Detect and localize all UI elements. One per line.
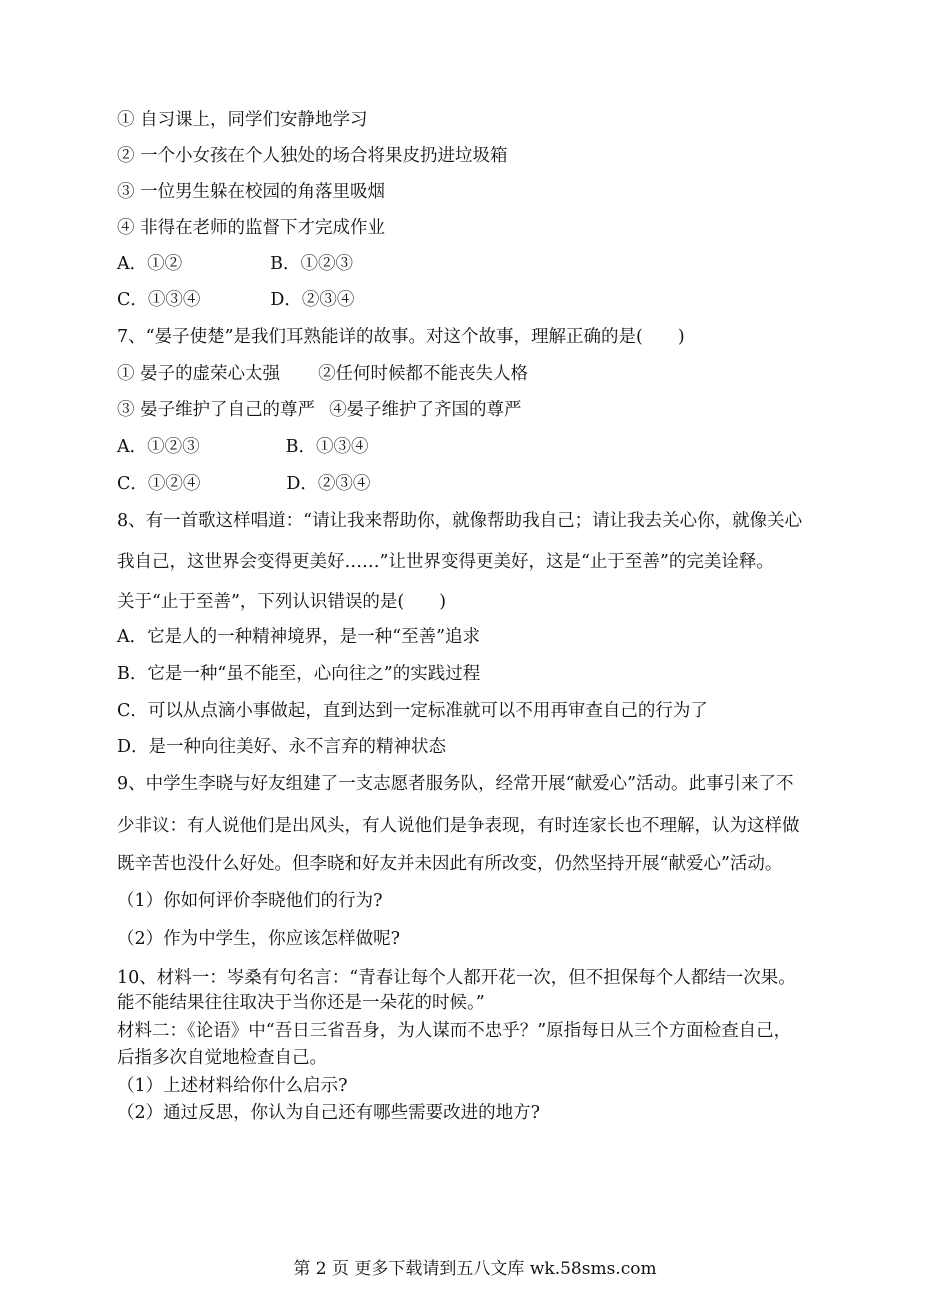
q7-options-row-2	[117, 473, 370, 495]
q7-option-b: B．①③④	[285, 437, 369, 457]
q10-line-2: 能不能结果往往取决于当你还是一朵花的时候。”	[117, 993, 485, 1013]
q8-option-b: B．它是一种“虽不能至，心向往之”的实践过程	[117, 664, 481, 684]
q9-sub-question-2: （2）作为中学生，你应该怎样做呢?	[117, 929, 401, 949]
q9-stem-line-1: 9、中学生李晓与好友组建了一支志愿者服务队，经常开展“献爱心”活动。此事引来了不	[117, 774, 794, 794]
q10-line-4: 后指多次自觉地检查自己。	[117, 1048, 327, 1068]
q7-option-a: A．①②③	[117, 437, 200, 457]
q10-sub-question-1: （1）上述材料给你什么启示?	[117, 1076, 348, 1096]
q8-stem-line-1: 8、有一首歌这样唱道：“请让我来帮助你，就像帮助我自己；请让我去关心你，就像关心	[117, 511, 803, 531]
q6-option-b: B．①②③	[270, 254, 354, 274]
q7-option-c: C．①②④	[117, 474, 201, 494]
q6-item-2: ② 一个小女孩在个人独处的场合将果皮扔进垃圾箱	[117, 146, 508, 166]
q10-line-1: 10、材料一：岑桑有句名言：“青春让每个人都开花一次，但不担保每个人都结一次果。	[117, 968, 796, 988]
q6-option-a: A．①②	[117, 254, 183, 274]
q7-option-d: D．②③④	[286, 474, 371, 494]
q8-stem-line-3: 关于“止于至善”，下列认识错误的是( )	[117, 592, 447, 612]
q10-line-3: 材料二：《论语》中“吾日三省吾身，为人谋而不忠乎？”原指每日从三个方面检查自己，	[117, 1021, 792, 1041]
q7-stem: 7、“晏子使楚”是我们耳熟能详的故事。对这个故事，理解正确的是( )	[117, 327, 685, 347]
q6-option-c: C．①③④	[117, 290, 201, 310]
q6-options-row-1	[117, 253, 353, 275]
q7-item-2: ②任何时候都不能丧失人格	[318, 364, 529, 384]
q7-items-row-1	[117, 363, 528, 385]
q6-item-3: ③ 一位男生躲在校园的角落里吸烟	[117, 182, 386, 202]
q8-option-a: A．它是人的一种精神境界，是一种“至善”追求	[117, 627, 481, 647]
q9-stem-line-3: 既辛苦也没什么好处。但李晓和好友并未因此有所改变，仍然坚持开展“献爱心”活动。	[117, 854, 783, 874]
q6-option-d: D．②③④	[270, 290, 355, 310]
q6-item-4: ④ 非得在老师的监督下才完成作业	[117, 218, 386, 238]
q10-sub-question-2: （2）通过反思，你认为自己还有哪些需要改进的地方?	[117, 1103, 541, 1123]
q8-option-c: C．可以从点滴小事做起，直到达到一定标准就可以不用再审查自己的行为了	[117, 701, 708, 721]
q9-stem-line-2: 少非议：有人说他们是出风头，有人说他们是争表现，有时连家长也不理解，认为这样做	[117, 816, 800, 836]
q7-options-row-1	[117, 436, 369, 458]
q7-item-4: ④晏子维护了齐国的尊严	[329, 400, 522, 420]
q6-item-1: ① 自习课上，同学们安静地学习	[117, 110, 368, 130]
q8-option-d: D．是一种向往美好、永不言弃的精神状态	[117, 737, 447, 757]
q7-item-3: ③ 晏子维护了自己的尊严	[117, 400, 316, 420]
page-footer: 第 2 页 更多下载请到五八文库 wk.58sms.com	[293, 1259, 657, 1279]
q6-options-row-2	[117, 289, 354, 311]
q7-items-row-2	[117, 399, 522, 421]
q7-item-1: ① 晏子的虚荣心太强	[117, 364, 281, 384]
q8-stem-line-2: 我自己，这世界会变得更美好……”让世界变得更美好，这是“止于至善”的完美诠释。	[117, 552, 774, 572]
q9-sub-question-1: （1）你如何评价李晓他们的行为?	[117, 891, 383, 911]
